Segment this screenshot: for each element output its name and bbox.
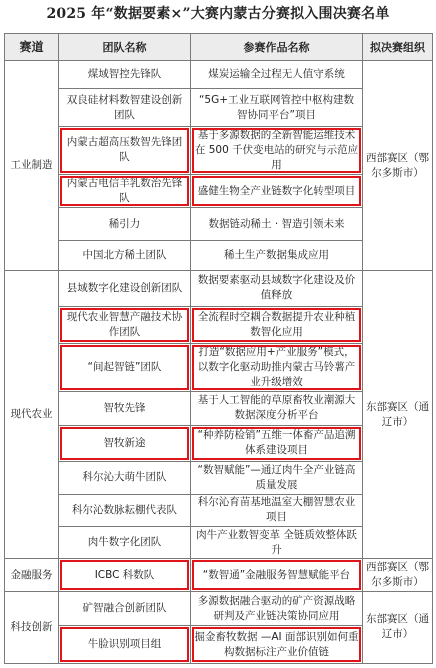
work-cell: 盛健生物全产业链数字化转型项目 [191, 174, 363, 207]
header-work: 参赛作品名称 [191, 34, 363, 61]
finalist-table [4, 33, 433, 664]
team-cell: 双良硅材料数智建设创新团队 [59, 89, 191, 127]
team-cell: 内蒙古超高压数智先锋团队 [59, 126, 191, 174]
team-cell: 牛脸识别项目组 [59, 626, 191, 664]
team-cell: “间起智链”团队 [59, 344, 191, 392]
track-cell: 现代农业 [5, 271, 59, 559]
page-title: 2025 年“数据要素×”大赛内蒙古分赛拟入围决赛名单 [46, 6, 390, 22]
team-cell: 中国北方稀土团队 [59, 240, 191, 270]
work-cell: “数智赋能”—通辽肉牛全产业链高质量发展 [191, 462, 363, 494]
region-cell: 东部赛区（通辽市） [363, 271, 433, 559]
work-cell: 全流程时空耦合数据提升农业种植数智化应用 [191, 306, 363, 344]
table-row [5, 61, 433, 89]
team-cell: 肉牛数字化团队 [59, 526, 191, 558]
work-cell: 稀土生产数据集成应用 [191, 240, 363, 270]
header-team: 团队名称 [59, 34, 191, 61]
team-cell: 内蒙古电信羊乳数治先锋队 [59, 174, 191, 207]
work-cell: “5G+工业互联网管控中枢构建数智协同平台”项目 [191, 89, 363, 127]
work-cell: 数据链动稀土 · 智造引领未来 [191, 208, 363, 240]
table-row [5, 591, 433, 625]
region-cell: 东部赛区（通辽市） [363, 591, 433, 663]
work-cell: 数据要素驱动县域数字化建设及价值释放 [191, 271, 363, 307]
work-cell: 煤炭运输全过程无人值守系统 [191, 61, 363, 89]
track-cell: 金融服务 [5, 559, 59, 591]
work-cell: 打造“数据应用+产业服务”模式，以数字化驱动助推内蒙古马铃薯产业升级增效 [191, 344, 363, 392]
work-cell: “数智通”金融服务智慧赋能平台 [191, 559, 363, 591]
work-cell: 肉牛产业数智变革 全链质效整体跃升 [191, 526, 363, 558]
team-cell: 稀引力 [59, 208, 191, 240]
team-cell: 科尔沁数脉耘棚代表队 [59, 494, 191, 526]
team-cell: 矿智融合创新团队 [59, 591, 191, 625]
team-cell: 县域数字化建设创新团队 [59, 271, 191, 307]
table-row [5, 559, 433, 591]
header-region: 拟决赛组织 [363, 34, 433, 61]
track-cell: 工业制造 [5, 61, 59, 271]
table-header-row [5, 34, 433, 61]
region-cell: 西部赛区（鄂尔多斯市） [363, 61, 433, 271]
team-cell: 科尔沁大萌牛团队 [59, 462, 191, 494]
team-cell: 智牧新途 [59, 425, 191, 462]
work-cell: “种养防检销”五维一体畜产品追溯体系建设项目 [191, 425, 363, 462]
work-cell: 科尔沁育苗基地温室大棚智慧农业项目 [191, 494, 363, 526]
work-cell: 基于人工智能的草原畜牧业潮源大数据深度分析平台 [191, 392, 363, 425]
team-cell: 煤域智控先锋队 [59, 61, 191, 89]
work-cell: 掘金畜牧数据 —AI 面部识别如何重构数据标注产业价值链 [191, 626, 363, 664]
team-cell: 智牧先锋 [59, 392, 191, 425]
team-cell: 现代农业智慧产融技术协作团队 [59, 306, 191, 344]
work-cell: 基于多源数据的全新智能运维技术在 500 千伏变电站的研究与示范应用 [191, 126, 363, 174]
work-cell: 多源数据融合驱动的矿产资源战略研判及产业链决策协同应用 [191, 591, 363, 625]
header-track: 赛道 [5, 34, 59, 61]
table-row [5, 271, 433, 307]
region-cell: 西部赛区（鄂尔多斯市） [363, 559, 433, 591]
team-cell: ICBC 科数队 [59, 559, 191, 591]
track-cell: 科技创新 [5, 591, 59, 663]
